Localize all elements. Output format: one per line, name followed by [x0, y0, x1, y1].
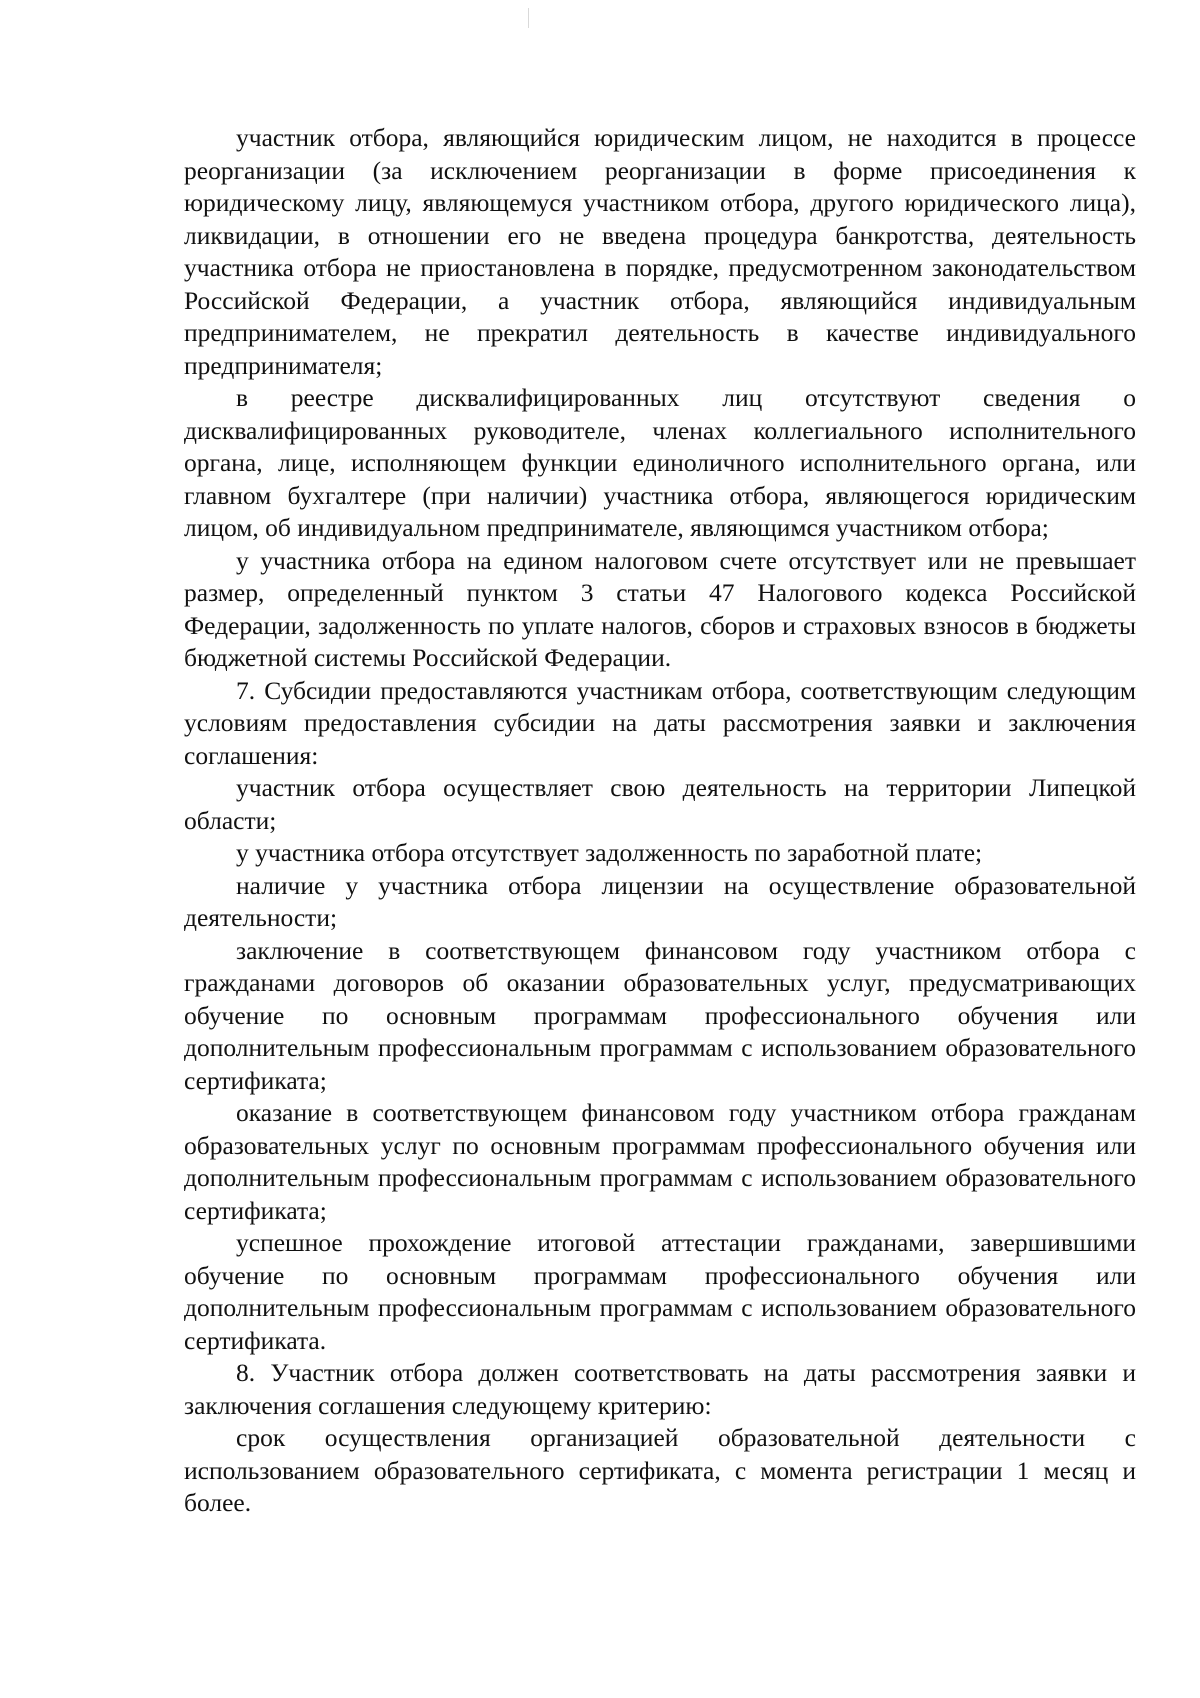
paragraph-license: наличие у участника отбора лицензии на осуществление образовательной деятельности;: [184, 870, 1136, 932]
paragraph-attestation: успешное прохождение итоговой аттестации гражданами, завершившими обучение по основным программам профессионального обучения или дополнительным профессиональным программам с использованием образовательного сертификата.: [184, 1228, 1136, 1355]
paragraph-territory: участник отбора осуществляет свою деятельность на территории Липецкой области;: [184, 773, 1136, 835]
paragraph-criterion: срок осуществления организацией образовательной деятельности с использованием образовательного сертификата, с момента регистрации 1 месяц и более.: [184, 1423, 1136, 1517]
document-body: [184, 122, 1136, 1520]
paragraph-section-7: 7. Субсидии предоставляются участникам отбора, соответствующим следующим условиям предоставления субсидии на даты рассмотрения заявки и заключения соглашения:: [184, 675, 1136, 770]
paragraph-disqualified-register: в реестре дисквалифицированных лиц отсутствуют сведения о дисквалифицированных руководителе, членах коллегиального исполнительного органа, лице, исполняющем функции единоличного исполнительного органа, или главном бухгалтере (при наличии) участника отбора, являющегося юридическим лицом, об индивидуальном предпринимателе, являющимся участником отбора;: [184, 383, 1136, 542]
paragraph-wage-debt: у участника отбора отсутствует задолженность по заработной плате;: [236, 838, 983, 867]
paragraph-contracts: заключение в соответствующем финансовом году участником отбора с гражданами договоров об оказании образовательных услуг, предусматривающих обучение по основным программам профессионального обучения или дополнительным профессиональным программам с использованием образовательного сертификата;: [184, 935, 1136, 1095]
paragraph-reorganization: участник отбора, являющийся юридическим лицом, не находится в процессе реорганизации (за исключением реорганизации в форме присоединения к юридическому лицу, являющемуся участником отбора, другого юридического лица), ликвидации, в отношении его не введена процедура банкротства, деятельность участника отбора не приостановлена в порядке, предусмотренном законодательством Российской Федерации, а участник отбора, являющийся индивидуальным предпринимателем, не прекратил деятельность в качестве индивидуального предпринимателя;: [184, 123, 1136, 380]
scan-artifact-line: [528, 8, 529, 28]
paragraph-tax-debt: у участника отбора на едином налоговом счете отсутствует или не превышает размер, определенный пунктом 3 статьи 47 Налогового кодекса Российской Федерации, задолженность по уплате налогов, сборов и страховых взносов в бюджеты бюджетной системы Российской Федерации.: [184, 545, 1136, 672]
paragraph-section-8: 8. Участник отбора должен соответствовать на даты рассмотрения заявки и заключения соглашения следующему критерию:: [184, 1358, 1136, 1420]
paragraph-services: оказание в соответствующем финансовом году участником отбора гражданам образовательных услуг по основным программам профессионального обучения или дополнительным профессиональным программам с использованием образовательного сертификата;: [184, 1098, 1136, 1225]
